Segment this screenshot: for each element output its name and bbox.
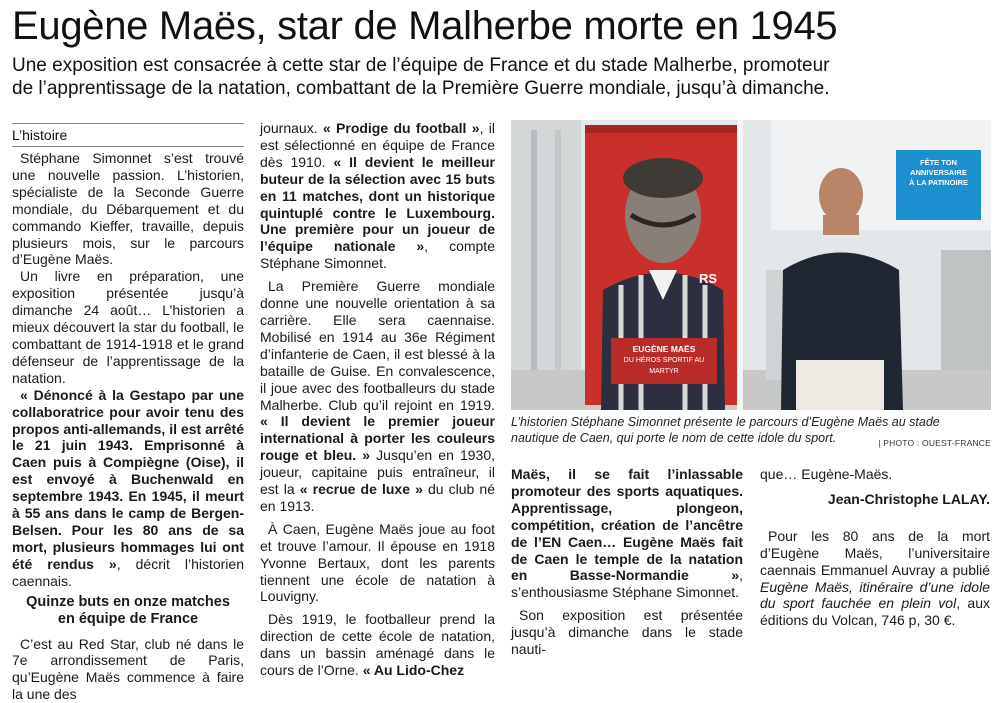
- paragraph-quote: [12, 387, 244, 590]
- photo-caption: L’historien Stéphane Simonnet présente le parcours d’Eugène Maës au stade nautique de Caen, qui porte le nom de cette idole du sport.: [511, 415, 940, 445]
- chapo-line: Une exposition est consacrée à cette star de l’équipe de France et du stade Malherbe, promoteur: [12, 55, 830, 76]
- quote-text: « Il devient le meilleur buteur de la sélection avec 15 buts en 11 matches, dont un historique quintuplé contre le Luxembourg. Une première pour un joueur de l’équipe nationale »: [260, 153, 495, 255]
- article-photo: [511, 120, 991, 410]
- text-run: La Première Guerre mondiale donne une nouvelle orientation à sa carrière. Elle sera caennaise. Mobilisé en 1914 au 36e Régiment d’infanterie de Caen, il est blessé à la bataille de Guise. En convalescence, il joue avec des footballeurs du stade Malherbe. Club qu’il rejoint en 1919.: [260, 278, 495, 413]
- quote-text: « recrue de luxe »: [299, 481, 423, 498]
- photo-credit: | PHOTO : OUEST-FRANCE: [878, 438, 991, 448]
- chapo-line: de l’apprentissage de la natation, combattant de la Première Guerre mondiale, jusqu’à dimanche.: [12, 78, 830, 99]
- text-run: , il est sélectionné en équipe de France dès 1910.: [260, 120, 495, 170]
- article-column-2: [260, 120, 495, 679]
- headline: Eugène Maës, star de Malherbe morte en 1945: [12, 4, 838, 48]
- paragraph-quote: [511, 466, 743, 601]
- paragraph: Un livre en préparation, une exposition présentée jusqu’à dimanche 24 août… L’historien a mieux découvert la star du football, le combattant de 1914-1918 et le grand défenseur de l’apprentissage de la natation.: [12, 268, 244, 386]
- banner-line: DU HÉROS SPORTIF AU MARTYR: [623, 357, 705, 375]
- paragraph: À Caen, Eugène Maës joue au foot et trouve l’amour. Il épouse en 1918 Yvonne Bertaux, dont les parents tiennent une école de natation à Louvigny.: [260, 520, 495, 605]
- paragraph: [760, 528, 990, 629]
- text-run: Jusqu’en en 1930, joueur, capitaine puis entraîneur, il est la: [260, 447, 495, 498]
- sign-line: À LA PATINOIRE: [908, 178, 969, 187]
- article-column-3: [511, 466, 743, 658]
- article-column-1: [12, 150, 244, 703]
- jersey-letters: RS: [698, 271, 718, 286]
- intertitle: Quinze buts en onze matches en équipe de France: [26, 593, 230, 627]
- sign-text: [898, 158, 979, 188]
- historian: [819, 168, 863, 222]
- text-run: , aux éditions du Volcan, 746 p, 30 €.: [760, 595, 990, 629]
- text-run: , compte Stéphane Simonnet.: [260, 238, 495, 272]
- paragraph: C’est au Red Star, club né dans le 7e arrondissement de Paris, qu’Eugène Maës commence à faire la une des: [12, 635, 244, 703]
- article-column-4: [760, 466, 990, 629]
- sign-line: FÊTE TON: [920, 158, 957, 167]
- banner-line: EUGÈNE MAËS: [632, 344, 696, 354]
- quote-attribution: , décrit l’historien caennais.: [12, 555, 244, 589]
- panel-banner-text: [611, 344, 717, 377]
- text-run: Dès 1919, le footballeur prend la direction de cette école de natation, dans un bassin aménagé dans le cours de l’Orne.: [260, 611, 495, 679]
- book-title: Eugène Maës, itinéraire d’une idole du sport fauchée en plein vol: [760, 578, 990, 612]
- paragraph: [260, 278, 495, 515]
- paragraph: Stéphane Simonnet s’est trouvé une nouvelle passion. L’historien, spécialiste de la Seconde Guerre mondiale, du Débarquement et du commando Kieffer, travaille, depuis plusieurs mois, sur le parcours d’Eugène Maës.: [12, 150, 244, 268]
- quote-attribution: , s’enthousiasme Stéphane Simonnet.: [511, 567, 743, 601]
- text-run: journaux.: [260, 120, 323, 136]
- quote-text: « Il devient le premier joueur international à porter les couleurs rouge et bleu. »: [260, 413, 495, 464]
- text-run: Pour les 80 ans de la mort d’Eugène Maës, l’universitaire caennais Emmanuel Auvray a publié: [760, 527, 990, 578]
- paragraph: que… Eugène-Maës.: [760, 466, 893, 482]
- paragraph: [260, 611, 495, 679]
- quote-text: « Au Lido-Chez: [362, 662, 465, 679]
- quote-text: Maës, il se fait l’inlassable promoteur des sports aquatiques. Apprentissage, plongeon, compétition, création de l’ancêtre de l’EN Caen… Eugène Maës fait de Caen le temple de la natation en Basse-Normandie »: [511, 466, 743, 584]
- author-signature: Jean-Christophe LALAY.: [827, 490, 990, 507]
- chapo: [12, 54, 992, 100]
- paragraph: Son exposition est présentée jusqu’à dimanche dans le stade nauti-: [511, 607, 743, 658]
- paragraph: [260, 120, 495, 272]
- rubric-label: L’histoire: [12, 123, 244, 147]
- sign-line: ANNIVERSAIRE: [910, 168, 967, 177]
- text-run: du club né en 1913.: [260, 481, 495, 514]
- quote-text: « Dénoncé à la Gestapo par une collaboratrice pour avoir tenu des propos anti-allemands, il est arrêté le 21 juin 1943. Emprisonné à Caen puis à Compiègne (Oise), il est envoyé à Buchenwald en septembre 1943. En 1945, il meurt à 55 ans dans le camp de Bergen-Belsen. Pour les 80 ans de sa mort, plusieurs hommages lui ont été rendus »: [12, 386, 244, 572]
- quote-text: « Prodige du football »: [322, 120, 480, 136]
